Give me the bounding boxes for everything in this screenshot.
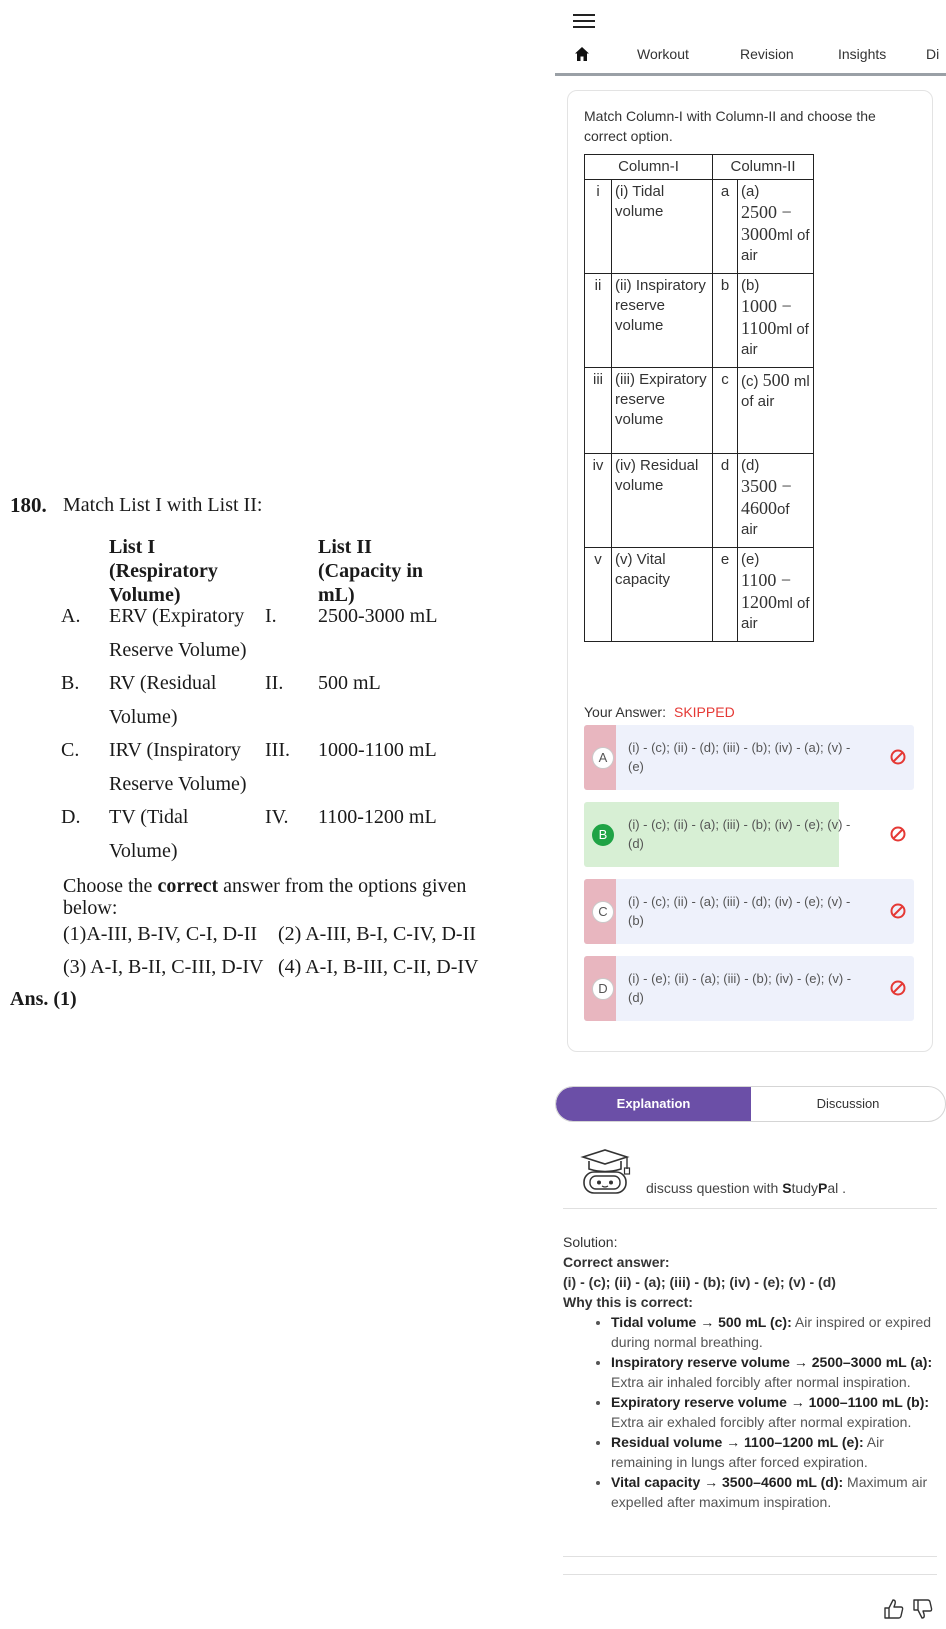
row-roman: I. (265, 605, 277, 627)
row-volume-line1: RV (Residual (109, 672, 217, 694)
solution-title: Solution: (563, 1234, 618, 1250)
row-volume-line1: IRV (Inspiratory (109, 739, 241, 761)
nav-tabs (555, 40, 946, 76)
table-row: iv (iv) Residual volume d (d) 3500 − 4600of air (585, 454, 814, 548)
tab-workout[interactable]: Workout (637, 46, 689, 62)
tab-insights[interactable]: Insights (838, 46, 887, 62)
question-prompt: Match Column-I with Column-II and choose the correct option. (584, 108, 876, 144)
ban-icon (889, 748, 907, 766)
row-roman: III. (265, 739, 290, 761)
option-text: (i) - (c); (ii) - (a); (iii) - (b); (iv) - (e); (v) - (d) (628, 817, 851, 851)
option-letter: C (592, 901, 614, 923)
ban-icon (889, 979, 907, 997)
row-roman: IV. (265, 806, 289, 828)
studypal-robot-icon[interactable] (575, 1147, 635, 1197)
answer-option: (4) A-I, B-III, C-II, D-IV (278, 956, 479, 978)
ban-icon (889, 825, 907, 843)
divider (563, 1574, 937, 1575)
option-text: (i) - (c); (ii) - (d); (iii) - (b); (iv) - (a); (v) - (e) (628, 740, 851, 774)
row-letter: A. (61, 605, 81, 627)
row-capacity: 1000-1100 mL (318, 739, 437, 761)
question-card (567, 90, 933, 1052)
solution (563, 1232, 943, 1512)
match-table (584, 154, 814, 642)
option-text: (i) - (c); (ii) - (a); (iii) - (d); (iv) - (e); (v) - (b) (628, 894, 851, 928)
answer-option: (3) A-I, B-II, C-III, D-IV (63, 956, 264, 978)
list1-heading: List I (Respiratory Volume) (109, 536, 218, 606)
tab-explanation[interactable]: Explanation (556, 1087, 751, 1121)
row-capacity: 500 mL (318, 672, 381, 694)
thumbs-down-icon[interactable] (912, 1598, 934, 1620)
tab-revision[interactable]: Revision (740, 46, 794, 62)
why-correct-label: Why this is correct: (563, 1294, 693, 1310)
correct-answer-label: Correct answer: (563, 1254, 670, 1270)
divider (563, 1556, 937, 1557)
option-letter: D (592, 978, 614, 1000)
studypal-prompt[interactable]: discuss question with StudyPal . (646, 1180, 847, 1196)
row-volume-line1: ERV (Expiratory (109, 605, 245, 627)
table-row: ii (ii) Inspiratory reserve volume b (b) 1000 − 1100ml of air (585, 274, 814, 368)
list-item: • Inspiratory reserve volume → 2500–3000 mL (a): Extra air inhaled forcibly after normal inspiration. (611, 1352, 943, 1392)
question-number: 180. (10, 493, 47, 517)
answer-option: (2) A-III, B-I, C-IV, D-II (278, 923, 476, 945)
divider (563, 1208, 937, 1209)
table-row: i (i) Tidal volume a (a) 2500 − 3000ml of air (585, 180, 814, 274)
row-volume-line2: Reserve Volume) (109, 773, 247, 795)
your-answer: Your Answer: SKIPPED (584, 704, 735, 720)
ban-icon (889, 902, 907, 920)
quiz-app-panel (555, 0, 946, 1629)
answer-key: Ans. (1) (10, 988, 77, 1010)
list-item: • Tidal volume → 500 mL (c): Air inspired or expired during normal breathing. (611, 1312, 943, 1352)
row-letter: C. (61, 739, 80, 761)
choose-instruction: Choose the correct answer from the options given below: (63, 875, 467, 919)
list-item: • Expiratory reserve volume → 1000–1100 mL (b): Extra air exhaled forcibly after normal expiration. (611, 1392, 943, 1432)
row-volume-line2: Volume) (109, 706, 178, 728)
row-capacity: 1100-1200 mL (318, 806, 437, 828)
column-1-header: Column-I (585, 155, 713, 180)
answer-status: SKIPPED (673, 704, 735, 720)
tab-discussion[interactable]: Discussion (816, 1096, 880, 1111)
list-item: • Vital capacity → 3500–4600 mL (d): Maximum air expelled after maximum inspiration. (611, 1472, 943, 1512)
list2-heading: List II (Capacity in mL) (318, 536, 423, 606)
explanation-list (611, 1312, 943, 1512)
option-text: (i) - (e); (ii) - (a); (iii) - (b); (iv) - (e); (v) - (d) (628, 971, 852, 1005)
column-2-header: Column-II (713, 155, 814, 180)
thumbs-up-icon[interactable] (883, 1598, 905, 1620)
home-icon[interactable] (574, 46, 590, 62)
answer-option: (1)A-III, B-IV, C-I, D-II (63, 923, 258, 945)
option-a[interactable] (584, 725, 914, 790)
row-volume-line2: Volume) (109, 840, 178, 862)
table-row: iii (iii) Expiratory reserve volume c (c) 500 ml of air (585, 368, 814, 454)
row-letter: B. (61, 672, 80, 694)
table-row: v (v) Vital capacity e (e) 1100 − 1200ml of air (585, 548, 814, 642)
tab-discuss[interactable]: Di (926, 46, 940, 62)
row-volume-line1: TV (Tidal (109, 806, 189, 828)
list-item: • Residual volume → 1100–1200 mL (e): Air remaining in lungs after forced expiration. (611, 1432, 943, 1472)
option-c[interactable] (584, 879, 914, 944)
explanation-discussion-toggle (555, 1086, 946, 1122)
option-d[interactable] (584, 956, 914, 1021)
row-letter: D. (61, 806, 81, 828)
row-roman: II. (265, 672, 284, 694)
option-letter: A (592, 747, 614, 769)
row-capacity: 2500-3000 mL (318, 605, 438, 627)
correct-answer-value: (i) - (c); (ii) - (a); (iii) - (b); (iv) - (e); (v) - (d) (563, 1274, 836, 1290)
option-b[interactable] (584, 802, 914, 867)
menu-icon[interactable] (573, 10, 595, 32)
option-letter: B (592, 824, 614, 846)
row-volume-line2: Reserve Volume) (109, 639, 247, 661)
question-text: Match List I with List II: (63, 494, 263, 516)
